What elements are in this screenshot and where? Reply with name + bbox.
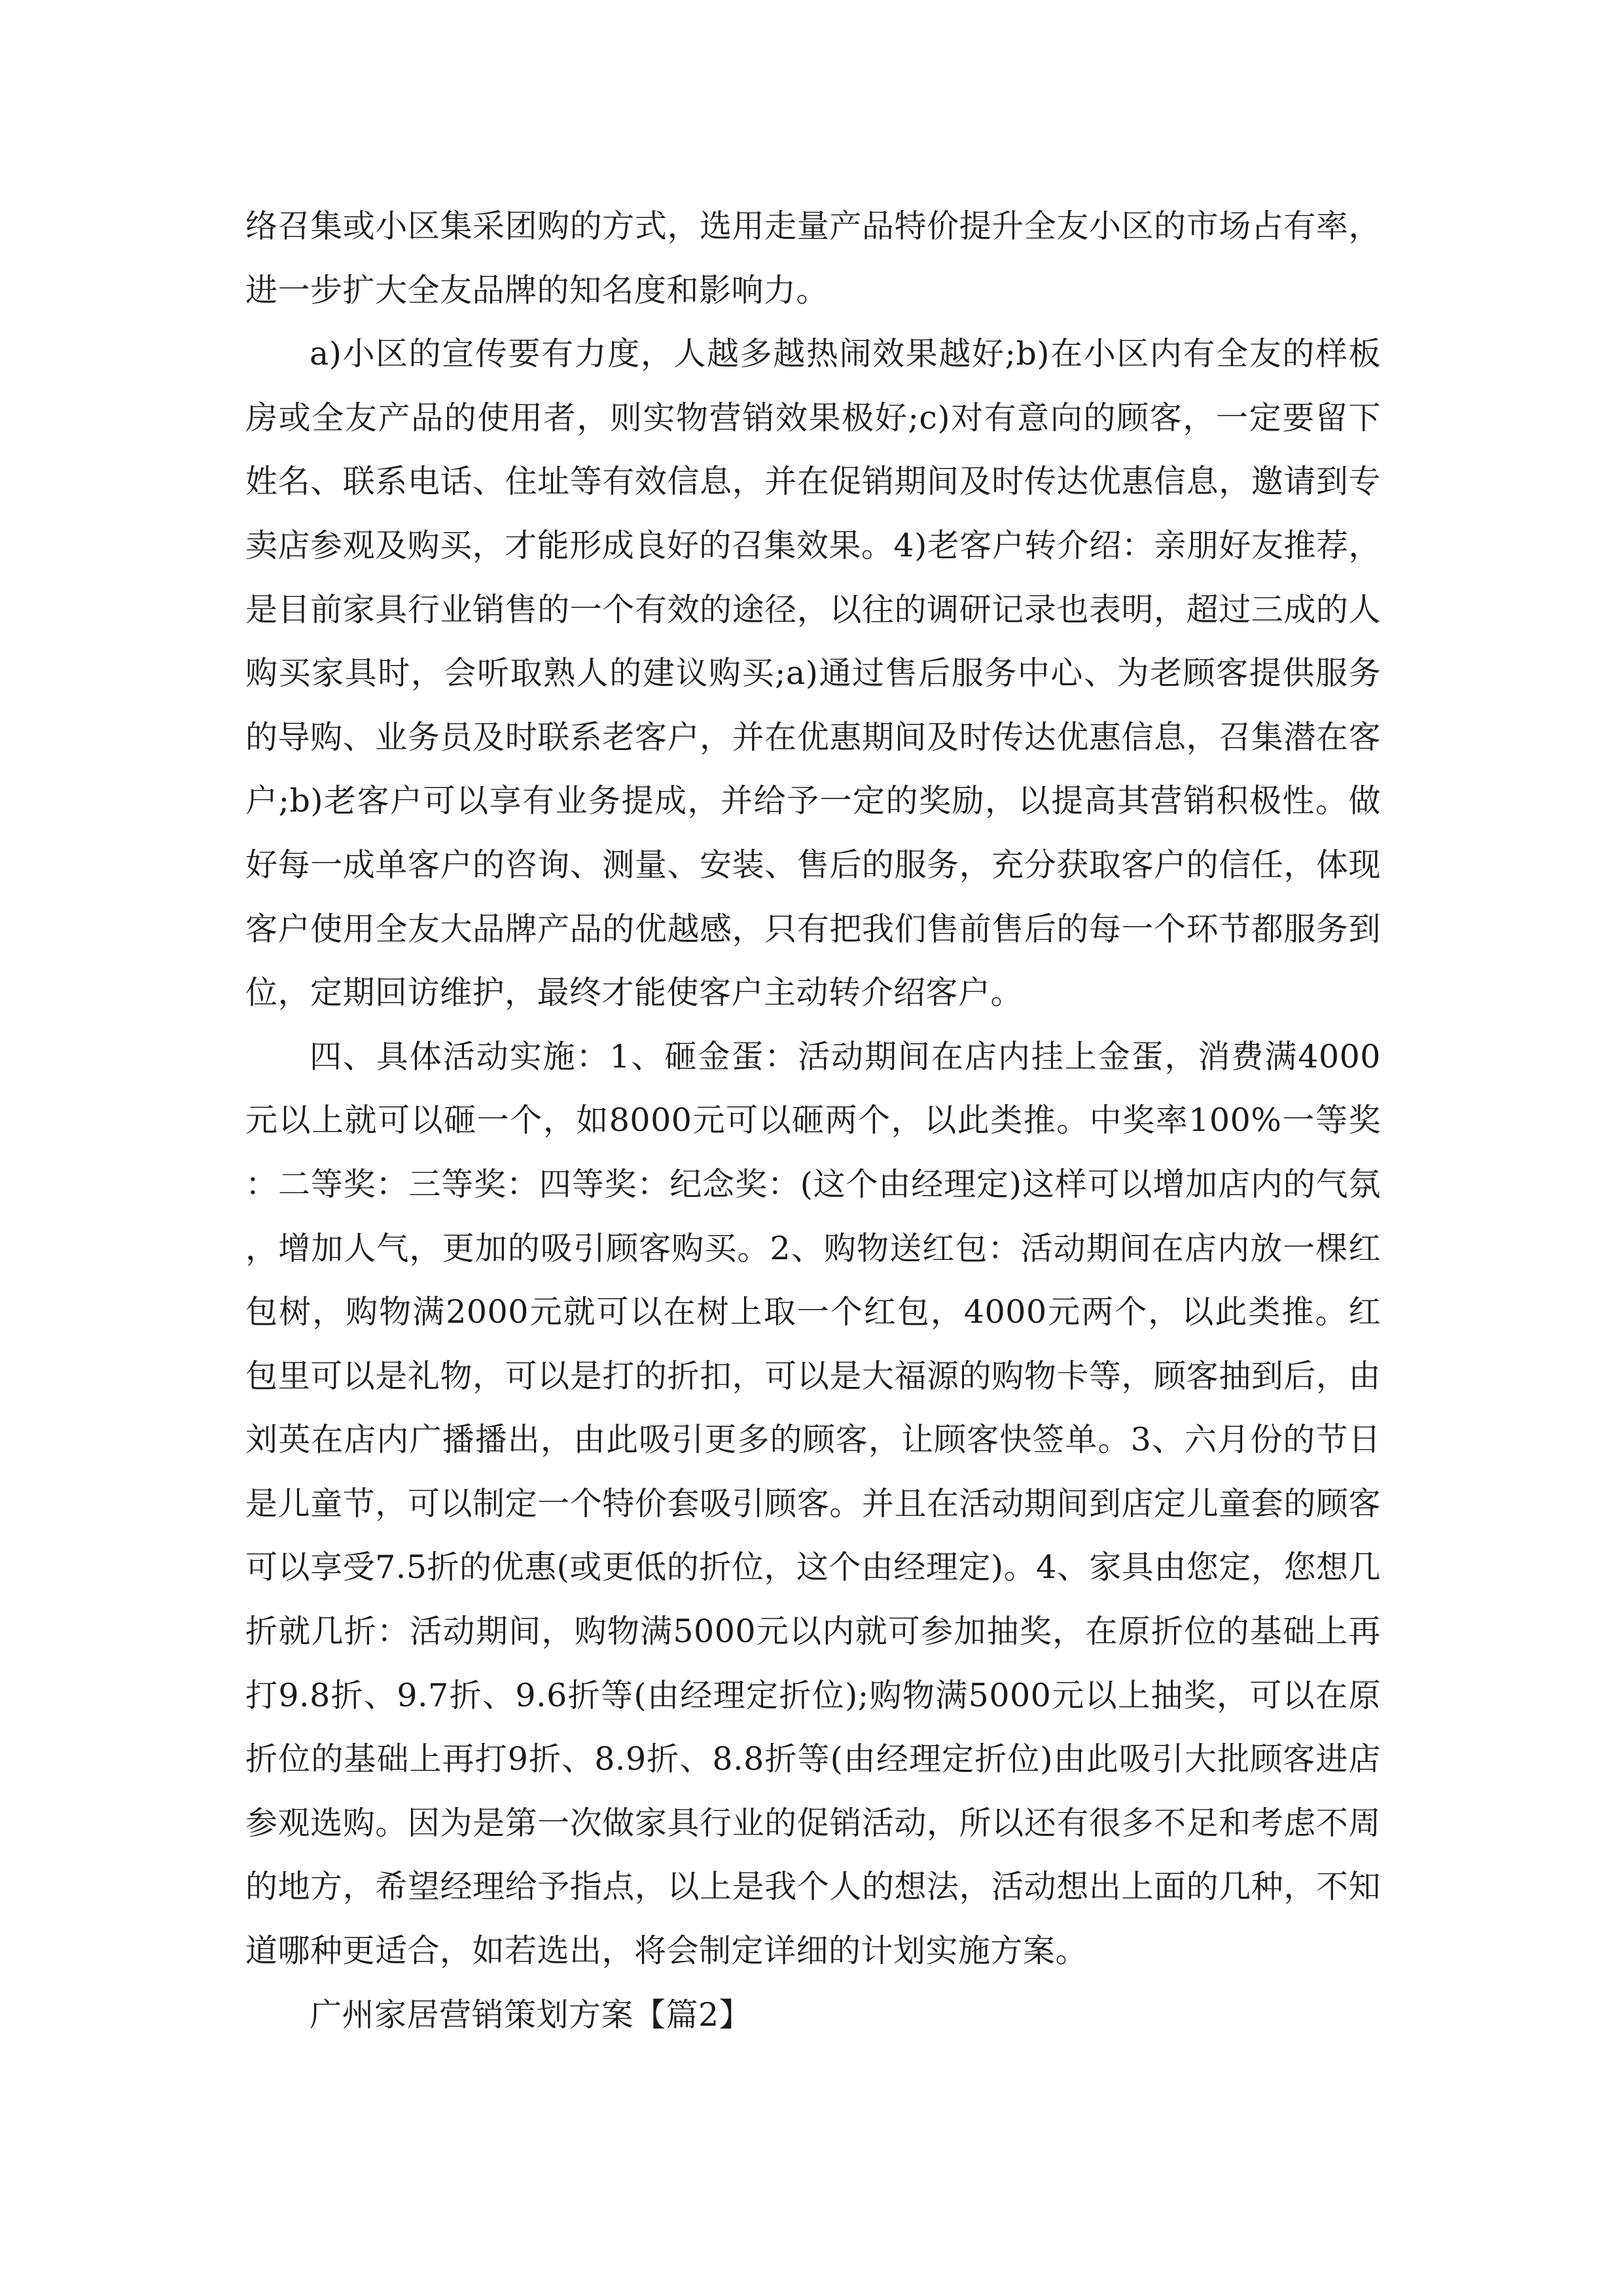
paragraph-community-marketing: a)小区的宣传要有力度，人越多越热闹效果越好;b)在小区内有全友的样板房或全友产品的使用者，则实物营销效果极好;c)对有意向的顾客，一定要留下姓名、联系电话、住址等有效信息，并在促销期间及时传达优惠信息，邀请到专卖店参观及购买，才能形成良好的召集效果。4)老客户转介绍：亲朋好友推荐，是目前家具行业销售的一个有效的途径，以往的调研记录也表明，超过三成的人购买家具时，会听取熟人的建议购买;a)通过售后服务中心、为老顾客提供服务的导购、业务员及时联系老客户，并在优惠期间及时传达优惠信息，召集潜在客户;b)老客户可以享有业务提成，并给予一定的奖励，以提高其营销积极性。做好每一成单客户的咨询、测量、安装、售后的服务，充分获取客户的信任，体现客户使用全友大品牌产品的优越感，只有把我们售前售后的每一个环节都服务到位，定期回访维护，最终才能使客户主动转介绍客户。 <box>245 335 1381 1012</box>
paragraph-activity-implementation: 四、具体活动实施：1、砸金蛋：活动期间在店内挂上金蛋，消费满4000元以上就可以砸一个，如8000元可以砸两个，以此类推。中奖率100%一等奖：二等奖：三等奖：四等奖：纪念奖：(这个由经理定)这样可以增加店内的气氛，增加人气，更加的吸引顾客购买。2、购物送红包：活动期间在店内放一棵红包树，购物满2000元就可以在树上取一个红包，4000元两个，以此类推。红包里可以是礼物，可以是打的折扣，可以是大福源的购物卡等，顾客抽到后，由刘英在店内广播播出，由此吸引更多的顾客，让顾客快签单。3、六月份的节日是儿童节，可以制定一个特价套吸引顾客。并且在活动期间到店定儿童套的顾客可以享受7.5折的优惠(或更低的折位，这个由经理定)。4、家具由您定，您想几折就几折：活动期间，购物满5000元以内就可参加抽奖，在原折位的基础上再打9.8折、9.7折、9.6折等(由经理定折位);购物满5000元以上抽奖，可以在原折位的基础上再打9折、8.9折、8.8折等(由经理定折位)由此吸引大批顾客进店参观选购。因为是第一次做家具行业的促销活动，所以还有很多不足和考虑不周的地方，希望经理给予指点，以上是我个人的想法，活动想出上面的几种，不知道哪种更适合，如若选出，将会制定详细的计划实施方案。 <box>245 1037 1381 1970</box>
paragraph-continuation: 络召集或小区集采团购的方式，选用走量产品特价提升全友小区的市场占有率，进一步扩大全友品牌的知名度和影响力。 <box>245 207 1381 309</box>
section-heading: 广州家居营销策划方案【篇2】 <box>310 1996 752 2034</box>
document-body <box>245 194 1381 2047</box>
